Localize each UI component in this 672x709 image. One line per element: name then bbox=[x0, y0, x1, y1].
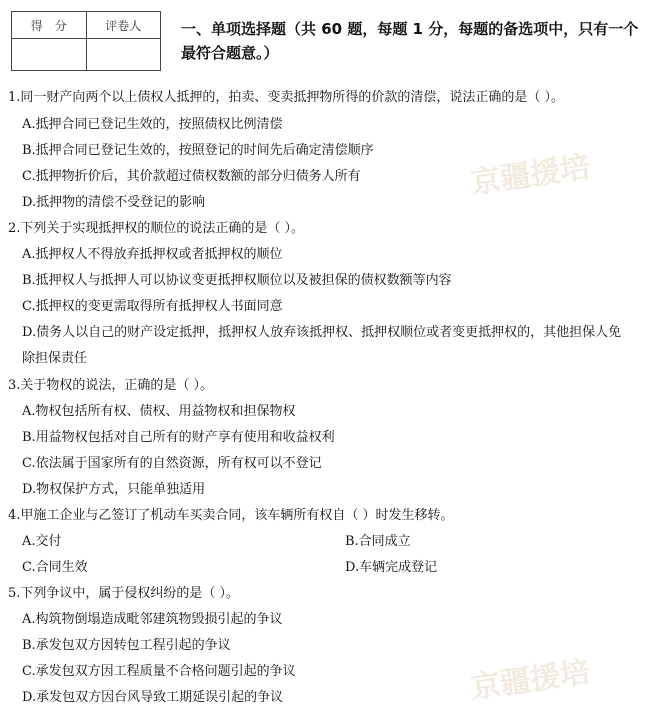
question-4-option-a[interactable]: A.交付 bbox=[22, 534, 62, 549]
question-4-option-b[interactable]: B.合同成立 bbox=[345, 534, 411, 549]
grader-label: 评卷人 bbox=[86, 12, 161, 39]
question-4-stem: 4.甲施工企业与乙签订了机动车买卖合同，该车辆所有权自（ ）时发生移转。 bbox=[8, 508, 454, 523]
question-3-option-a[interactable]: A.物权包括所有权、债权、用益物权和担保物权 bbox=[22, 404, 296, 419]
question-4-option-d[interactable]: D.车辆完成登记 bbox=[345, 560, 438, 575]
question-1-option-a[interactable]: A.抵押合同已登记生效的，按照债权比例清偿 bbox=[22, 117, 283, 132]
question-5-stem: 5.下列争议中，属于侵权纠纷的是（ ）。 bbox=[8, 586, 240, 601]
question-1-option-c[interactable]: C.抵押物折价后，其价款超过债权数额的部分归债务人所有 bbox=[22, 169, 361, 184]
score-label: 得 分 bbox=[12, 12, 87, 39]
question-3-option-b[interactable]: B.用益物权包括对自己所有的财产享有使用和收益权利 bbox=[22, 430, 335, 445]
question-2-option-b[interactable]: B.抵押权人与抵押人可以协议变更抵押权顺位以及被担保的债权数额等内容 bbox=[22, 273, 452, 288]
section-note: （共 60 题，每题 1 分，每题的备选项中，只有一个 bbox=[286, 20, 639, 38]
question-2-stem: 2.下列关于实现抵押权的顺位的说法正确的是（ ）。 bbox=[8, 221, 305, 236]
question-5-option-b[interactable]: B.承发包双方因转包工程引起的争议 bbox=[22, 638, 231, 653]
question-1-stem: 1.同一财产向两个以上债权人抵押的，拍卖、变卖抵押物所得的价款的清偿，说法正确的是（ ）。 bbox=[8, 90, 565, 105]
question-5-option-a[interactable]: A.构筑物倒塌造成毗邻建筑物毁损引起的争议 bbox=[22, 612, 283, 627]
grader-cell[interactable] bbox=[86, 39, 161, 71]
score-table bbox=[11, 11, 161, 71]
section-title: 一、单项选择题 bbox=[181, 20, 287, 38]
question-4-option-c[interactable]: C.合同生效 bbox=[22, 560, 88, 575]
question-5-option-c[interactable]: C.承发包双方因工程质量不合格问题引起的争议 bbox=[22, 664, 296, 679]
question-1-option-b[interactable]: B.抵押合同已登记生效的，按照登记的时间先后确定清偿顺序 bbox=[22, 143, 374, 158]
watermark-logo-bottom: 京疆援培 bbox=[468, 654, 593, 707]
question-2-option-d[interactable]: D.债务人以自己的财产设定抵押，抵押权人放弃该抵押权、抵押权顺位或者变更抵押权的，其他担保人免 bbox=[22, 325, 622, 340]
section-heading bbox=[181, 17, 661, 65]
question-1-option-d[interactable]: D.抵押物的清偿不受登记的影响 bbox=[22, 195, 206, 210]
question-5-option-d[interactable]: D.承发包双方因台风导致工期延误引起的争议 bbox=[22, 690, 284, 705]
watermark-logo: 京疆援培 bbox=[468, 149, 593, 202]
question-3-stem: 3.关于物权的说法，正确的是（ ）。 bbox=[8, 378, 214, 393]
question-3-option-c[interactable]: C.依法属于国家所有的自然资源，所有权可以不登记 bbox=[22, 456, 322, 471]
score-cell[interactable] bbox=[12, 39, 87, 71]
question-2-option-a[interactable]: A.抵押权人不得放弃抵押权或者抵押权的顺位 bbox=[22, 247, 283, 262]
question-2-option-d-cont: 除担保责任 bbox=[22, 351, 88, 366]
question-2-option-c[interactable]: C.抵押权的变更需取得所有抵押权人书面同意 bbox=[22, 299, 283, 314]
section-note-line2: 最符合题意。） bbox=[181, 44, 279, 62]
question-3-option-d[interactable]: D.物权保护方式，只能单独适用 bbox=[22, 482, 206, 497]
